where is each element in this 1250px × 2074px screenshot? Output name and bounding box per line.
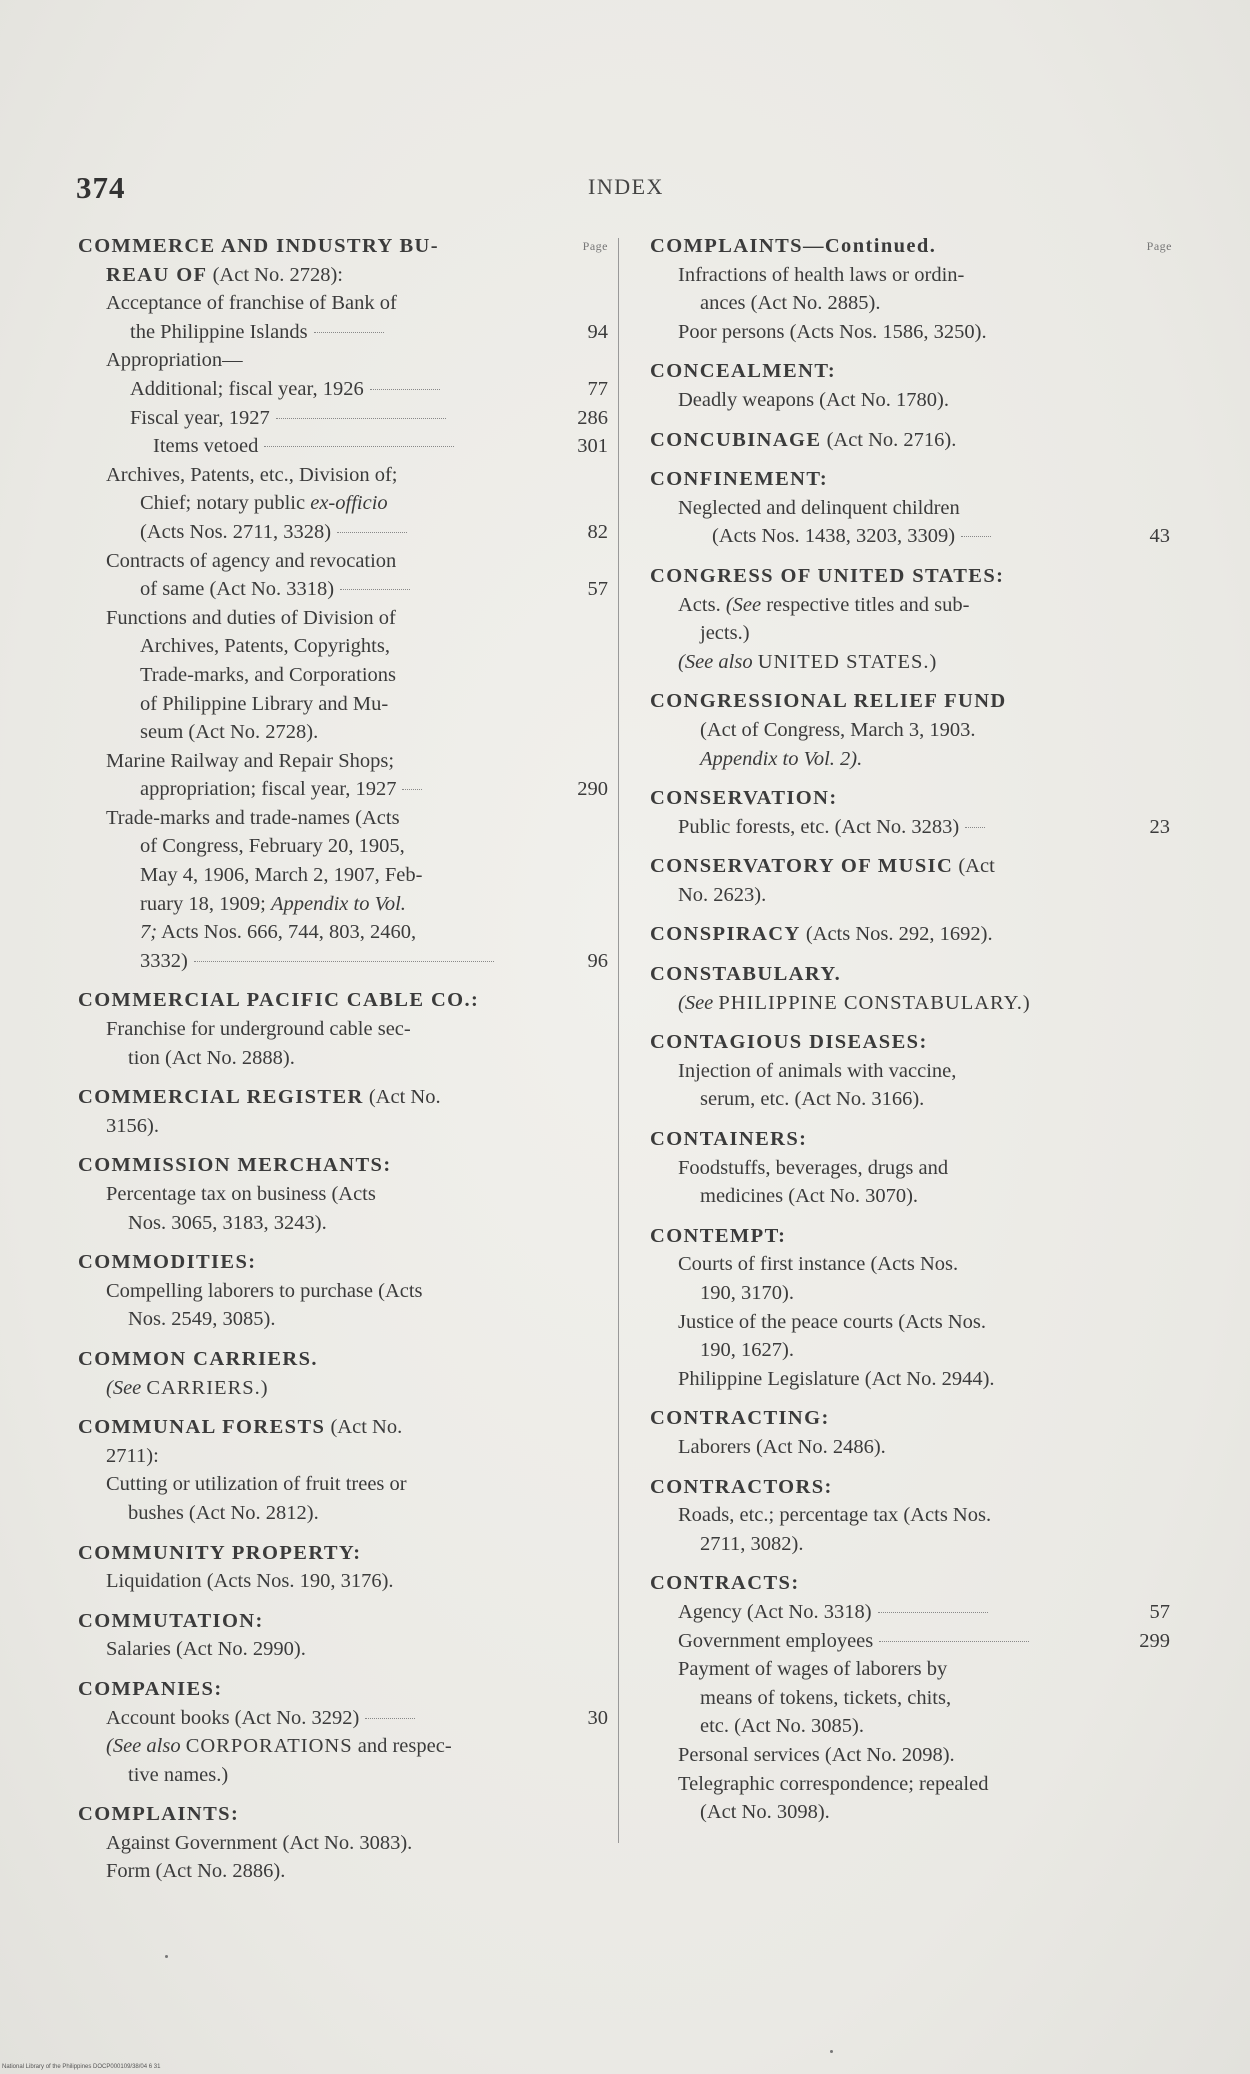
see-label: (See	[678, 991, 714, 1014]
page-ref: 301	[577, 435, 608, 458]
subentry: Nos. 2549, 3085).	[128, 1308, 276, 1331]
page-ref: 286	[577, 406, 608, 429]
page-ref: 299	[1139, 1629, 1170, 1652]
entry-heading: CONGRESS OF UNITED STATES:	[650, 564, 1005, 587]
subentry: Archives, Patents, etc., Division of;	[106, 463, 398, 486]
index-entry-congress	[650, 562, 1170, 676]
subentry: Liquidation (Acts Nos. 190, 3176).	[106, 1570, 394, 1593]
subentry: Contracts of agency and revocation	[106, 549, 397, 572]
entry-ref: (Act No. 2716).	[826, 428, 957, 451]
subentry: Marine Railway and Repair Shops;	[106, 749, 395, 772]
subentry: May 4, 1906, March 2, 1907, Feb-	[140, 864, 423, 887]
subentry: Acceptance of franchise of Bank of	[106, 292, 397, 315]
entry-heading: COMMERCE AND INDUSTRY BU-	[78, 235, 439, 257]
cross-reference: PHILIPPINE CONSTABULARY.)	[718, 991, 1031, 1014]
see-label: (See	[725, 593, 762, 616]
page-ref: 94	[587, 320, 608, 343]
entry-ref: (Act No.	[368, 1086, 441, 1109]
index-entry-contracts	[650, 1569, 1170, 1826]
index-entry-concealment	[650, 357, 1170, 414]
entry-heading: CONTRACTS:	[650, 1572, 800, 1595]
index-entry-complaints-continued	[650, 232, 1170, 346]
page-column-label: Page	[1146, 239, 1172, 253]
subentry: tive names.)	[128, 1763, 229, 1786]
subentry: tion (Act No. 2888).	[128, 1046, 295, 1069]
subentry: Public forests, etc. (Act No. 3283)	[678, 815, 960, 838]
subentry: Form (Act No. 2886).	[106, 1860, 286, 1883]
subentry: 190, 3170).	[700, 1282, 794, 1304]
subentry: Deadly weapons (Act No. 1780).	[678, 388, 949, 411]
index-entry-conservatory	[650, 852, 1170, 909]
index-entry-contracting	[650, 1404, 1170, 1461]
subentry: Foodstuffs, beverages, drugs and	[678, 1156, 949, 1179]
subentry: Poor persons (Acts Nos. 1586, 3250).	[678, 320, 987, 343]
subentry: Payment of wages of laborers by	[678, 1658, 948, 1681]
page-ref: 23	[1149, 815, 1170, 838]
subentry: appropriation; fiscal year, 1927	[140, 778, 397, 801]
subentry: Courts of first instance (Acts Nos.	[678, 1253, 959, 1276]
subentry: Acts Nos. 666, 744, 803, 2460,	[161, 921, 417, 944]
see-label: (See	[106, 1376, 142, 1399]
index-entry-merchants	[78, 1151, 608, 1237]
entry-heading: CONTAINERS:	[650, 1128, 808, 1151]
subentry: Franchise for underground cable sec-	[106, 1018, 411, 1041]
subentry: Infractions of health laws or ordin-	[678, 263, 965, 286]
subentry: (Acts Nos. 2711, 3328)	[140, 520, 332, 543]
paper-speck	[165, 1955, 168, 1958]
index-entry-complaints	[78, 1800, 608, 1886]
subentry: the Philippine Islands	[130, 320, 308, 343]
column-divider	[618, 238, 619, 1843]
entry-heading: COMMERCIAL REGISTER	[78, 1086, 364, 1109]
paper-speck	[830, 2050, 833, 2053]
entry-heading: COMMUTATION:	[78, 1609, 264, 1632]
subentry: Personal services (Act No. 2098).	[678, 1743, 955, 1766]
left-column	[78, 232, 608, 1897]
entry-heading: CONTRACTING:	[650, 1407, 830, 1430]
entry-heading: COMMERCIAL PACIFIC CABLE CO.:	[78, 989, 480, 1012]
subentry: and respec-	[357, 1735, 452, 1758]
subentry: jects.)	[700, 622, 750, 645]
subentry: Salaries (Act No. 2990).	[106, 1638, 306, 1661]
entry-heading: CONCUBINAGE	[650, 428, 822, 451]
subentry: medicines (Act No. 3070).	[700, 1185, 919, 1208]
index-entry-contempt	[650, 1222, 1170, 1394]
cross-reference: CORPORATIONS	[185, 1735, 353, 1758]
entry-heading: CONTEMPT:	[650, 1224, 787, 1247]
subentry: Injection of animals with vaccine,	[678, 1059, 957, 1082]
entry-heading: CONFINEMENT:	[650, 468, 829, 491]
entry-heading: CONSTABULARY.	[650, 963, 842, 986]
subentry: ruary 18, 1909;	[140, 892, 266, 915]
page-ref: 82	[587, 520, 608, 543]
entry-heading: COMMUNAL FORESTS	[78, 1416, 326, 1439]
subentry-italic: Appendix to Vol. 2).	[700, 747, 863, 770]
page-ref: 57	[1149, 1600, 1170, 1623]
subentry: Compelling laborers to purchase (Acts	[106, 1279, 423, 1302]
subentry: serum, etc. (Act No. 3166).	[700, 1088, 925, 1111]
subentry: of Philippine Library and Mu-	[140, 692, 389, 715]
index-entry-contagious	[650, 1028, 1170, 1114]
entry-heading: CONSPIRACY	[650, 923, 801, 946]
subentry: 190, 1627).	[700, 1339, 794, 1362]
see-label: (See also	[678, 650, 753, 673]
subentry: Telegraphic correspondence; repealed	[678, 1772, 989, 1795]
subentry-italic: Appendix to Vol.	[270, 892, 406, 915]
subentry: Government employees	[678, 1629, 874, 1652]
subentry: 3332)	[140, 949, 188, 972]
subentry: of Congress, February 20, 1905,	[140, 835, 405, 858]
index-entry-companies	[78, 1675, 608, 1789]
subentry: No. 2623).	[678, 883, 767, 906]
entry-heading: COMMON CARRIERS.	[78, 1347, 318, 1370]
index-entry-cable	[78, 986, 608, 1072]
entry-heading: CONCEALMENT:	[650, 360, 837, 383]
entry-ref: (Act	[958, 855, 995, 878]
subentry: 3156).	[106, 1114, 159, 1137]
subentry: etc. (Act No. 3085).	[700, 1715, 864, 1738]
page-ref: 43	[1149, 525, 1170, 548]
entry-heading: CONTAGIOUS DISEASES:	[650, 1031, 928, 1054]
index-entry-conspiracy	[650, 920, 1170, 949]
subentry: Additional; fiscal year, 1926	[130, 377, 364, 400]
index-entry-commerce	[78, 232, 608, 975]
entry-heading: CONSERVATION:	[650, 787, 838, 810]
subentry: of same (Act No. 3318)	[140, 578, 335, 601]
entry-heading: COMMISSION MERCHANTS:	[78, 1154, 392, 1177]
entry-heading-cont: REAU OF	[106, 263, 208, 286]
subentry: ances (Act No. 2885).	[700, 292, 881, 315]
right-column	[650, 232, 1170, 1838]
subentry: seum (Act No. 2728).	[140, 721, 319, 744]
page-number: 374	[76, 170, 126, 205]
running-head: INDEX	[588, 174, 664, 199]
page-ref: 57	[587, 578, 608, 601]
subentry: Neglected and delinquent children	[678, 496, 960, 519]
subentry: Chief; notary public	[140, 492, 306, 515]
index-entry-commodities	[78, 1248, 608, 1334]
subentry: (Act of Congress, March 3, 1903.	[700, 718, 976, 741]
entry-heading: COMPANIES:	[78, 1677, 223, 1700]
subentry: Cutting or utilization of fruit trees or	[106, 1473, 407, 1496]
page-ref: 77	[587, 377, 608, 400]
index-entry-carriers	[78, 1345, 608, 1402]
subentry: Archives, Patents, Copyrights,	[140, 635, 390, 658]
entry-heading: CONTRACTORS:	[650, 1475, 833, 1498]
subentry: Appropriation—	[106, 349, 243, 372]
index-entry-constabulary	[650, 960, 1170, 1017]
entry-ref: (Acts Nos. 292, 1692).	[805, 923, 993, 946]
page-column-label: Page	[582, 239, 608, 253]
subentry: bushes (Act No. 2812).	[128, 1501, 319, 1524]
subentry: Philippine Legislature (Act No. 2944).	[678, 1367, 995, 1390]
subentry: Account books (Act No. 3292)	[106, 1706, 360, 1729]
subentry: Trade-marks, and Corporations	[140, 663, 397, 686]
subentry: 2711, 3082).	[700, 1532, 804, 1555]
subentry: means of tokens, tickets, chits,	[700, 1686, 952, 1709]
subentry: Agency (Act No. 3318)	[678, 1600, 872, 1623]
subentry: Laborers (Act No. 2486).	[678, 1435, 886, 1458]
subentry: Against Government (Act No. 3083).	[106, 1831, 413, 1854]
cross-reference: UNITED STATES.)	[757, 650, 938, 673]
subentry: Percentage tax on business (Acts	[106, 1183, 376, 1205]
index-entry-containers	[650, 1125, 1170, 1211]
subentry: Trade-marks and trade-names (Acts	[106, 806, 400, 829]
index-entry-commutation	[78, 1607, 608, 1664]
index-entry-relief-fund	[650, 687, 1170, 773]
see-label: (See also	[106, 1735, 181, 1758]
subentry: 2711):	[106, 1444, 159, 1467]
entry-heading: COMPLAINTS:	[78, 1803, 240, 1826]
subentry-italic: ex-officio	[310, 492, 388, 515]
subentry: respective titles and sub-	[766, 593, 970, 616]
entry-ref: (Act No.	[330, 1416, 403, 1439]
subentry: Acts.	[678, 593, 721, 616]
cross-reference: CARRIERS.)	[146, 1376, 269, 1399]
subentry: (Acts Nos. 1438, 3203, 3309)	[712, 525, 956, 548]
index-entry-conservation	[650, 784, 1170, 841]
entry-heading: COMPLAINTS—Continued.	[650, 235, 937, 257]
subentry: Roads, etc.; percentage tax (Acts Nos.	[678, 1504, 992, 1527]
entry-heading: COMMODITIES:	[78, 1251, 257, 1274]
subentry: Items vetoed	[153, 435, 259, 458]
page-ref: 290	[577, 778, 608, 801]
index-entry-property	[78, 1539, 608, 1596]
entry-ref: (Act No. 2728):	[212, 263, 343, 286]
index-entry-concubinage	[650, 426, 1170, 455]
index-entry-contractors	[650, 1473, 1170, 1559]
entry-heading: CONSERVATORY OF MUSIC	[650, 855, 954, 878]
subentry: Fiscal year, 1927	[130, 406, 270, 429]
entry-heading: CONGRESSIONAL RELIEF FUND	[650, 690, 1007, 713]
entry-heading: COMMUNITY PROPERTY:	[78, 1541, 362, 1564]
subentry: (Act No. 3098).	[700, 1801, 830, 1824]
page-ref: 96	[587, 949, 608, 972]
index-entry-forests	[78, 1413, 608, 1527]
subentry: Justice of the peace courts (Acts Nos.	[678, 1310, 986, 1333]
subentry: Functions and duties of Division of	[106, 606, 396, 629]
scan-footer: National Library of the Philippines DOCP000109/38/04 6 31	[2, 2064, 161, 2070]
page-ref: 30	[587, 1706, 608, 1729]
subentry: Nos. 3065, 3183, 3243).	[128, 1211, 327, 1234]
index-entry-register	[78, 1083, 608, 1140]
subentry-italic: 7;	[140, 921, 158, 944]
index-entry-confinement	[650, 465, 1170, 551]
